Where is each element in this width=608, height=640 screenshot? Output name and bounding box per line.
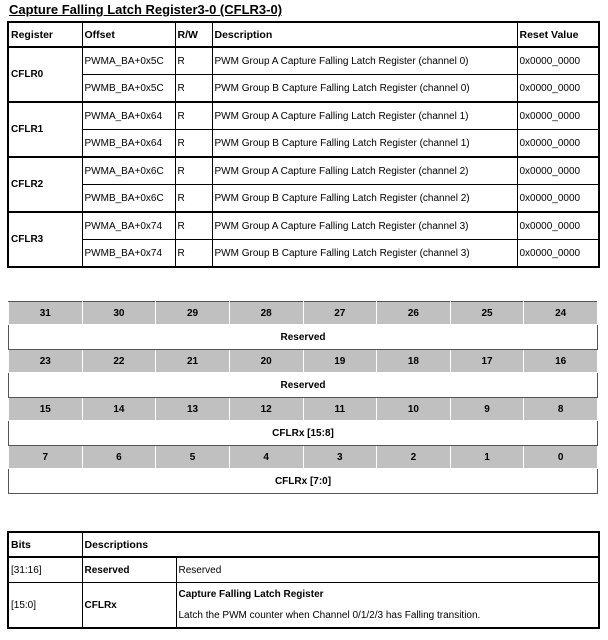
header-description: Description — [212, 22, 517, 47]
description-cell: PWM Group A Capture Falling Latch Register (channel 2) — [212, 157, 517, 185]
bit-number: 21 — [156, 350, 230, 373]
bit-number: 9 — [450, 398, 524, 421]
bit-number: 23 — [9, 350, 83, 373]
register-table-header — [8, 22, 599, 47]
offset-cell: PWMA_BA+0x64 — [82, 102, 175, 130]
register-table — [7, 21, 600, 268]
bit-number: 11 — [303, 398, 377, 421]
bit-number: 3 — [303, 446, 377, 469]
bit-field-row — [9, 469, 598, 494]
bit-field-row — [9, 325, 598, 350]
header-reset-value: Reset Value — [517, 22, 599, 47]
table-row — [8, 75, 599, 103]
header-bits: Bits — [8, 532, 82, 557]
bit-number: 27 — [303, 302, 377, 325]
rw-cell: R — [175, 240, 212, 268]
bits-description-table — [7, 531, 600, 629]
bit-number-row — [9, 446, 598, 469]
bit-field-row — [9, 421, 598, 446]
bit-field: CFLRx [15:8] — [9, 421, 598, 446]
reset-cell: 0x0000_0000 — [517, 130, 599, 158]
bit-number: 25 — [450, 302, 524, 325]
bit-number: 0 — [524, 446, 598, 469]
reset-cell: 0x0000_0000 — [517, 212, 599, 240]
header-register: Register — [8, 22, 82, 47]
reset-cell: 0x0000_0000 — [517, 240, 599, 268]
bit-field: CFLRx [7:0] — [9, 469, 598, 494]
reset-cell: 0x0000_0000 — [517, 157, 599, 185]
description-cell: PWM Group A Capture Falling Latch Register (channel 3) — [212, 212, 517, 240]
bit-number: 6 — [82, 446, 156, 469]
rw-cell: R — [175, 212, 212, 240]
bit-number: 12 — [229, 398, 303, 421]
offset-cell: PWMB_BA+0x6C — [82, 185, 175, 213]
header-offset: Offset — [82, 22, 175, 47]
bit-number: 15 — [9, 398, 83, 421]
reset-cell: 0x0000_0000 — [517, 47, 599, 75]
offset-cell: PWMA_BA+0x6C — [82, 157, 175, 185]
table-row — [8, 102, 599, 130]
bit-number: 22 — [82, 350, 156, 373]
bit-number: 19 — [303, 350, 377, 373]
description-cell: PWM Group B Capture Falling Latch Register (channel 2) — [212, 185, 517, 213]
table-row — [8, 47, 599, 75]
description-table-header — [8, 532, 599, 557]
bit-number: 31 — [9, 302, 83, 325]
description-cell: PWM Group A Capture Falling Latch Register (channel 0) — [212, 47, 517, 75]
page-title: Capture Falling Latch Register3-0 (CFLR3-0) — [9, 2, 283, 17]
register-name: CFLR3 — [8, 212, 82, 267]
bit-number: 10 — [377, 398, 451, 421]
bit-field-row — [9, 373, 598, 398]
bit-number: 29 — [156, 302, 230, 325]
bit-field: Reserved — [9, 325, 598, 350]
rw-cell: R — [175, 185, 212, 213]
register-name: CFLR2 — [8, 157, 82, 212]
field-description: Latch the PWM counter when Channel 0/1/2/3 has Falling transition. — [178, 610, 481, 621]
bit-number: 8 — [524, 398, 598, 421]
bit-number: 17 — [450, 350, 524, 373]
description-cell: PWM Group B Capture Falling Latch Register (channel 0) — [212, 75, 517, 103]
bit-number: 20 — [229, 350, 303, 373]
reset-cell: 0x0000_0000 — [517, 75, 599, 103]
offset-cell: PWMB_BA+0x74 — [82, 240, 175, 268]
offset-cell: PWMB_BA+0x64 — [82, 130, 175, 158]
table-row — [8, 185, 599, 213]
table-row — [8, 157, 599, 185]
offset-cell: PWMA_BA+0x74 — [82, 212, 175, 240]
bit-map-table — [8, 301, 598, 494]
rw-cell: R — [175, 102, 212, 130]
bit-number: 1 — [450, 446, 524, 469]
bit-number: 13 — [156, 398, 230, 421]
bit-number: 24 — [524, 302, 598, 325]
bit-number-row — [9, 350, 598, 373]
bit-number: 28 — [229, 302, 303, 325]
bit-field: Reserved — [9, 373, 598, 398]
field-description: Reserved — [176, 557, 599, 583]
bit-number: 14 — [82, 398, 156, 421]
description-cell: PWM Group A Capture Falling Latch Register (channel 1) — [212, 102, 517, 130]
field-name: Reserved — [82, 557, 176, 583]
field-name: CFLRx — [82, 583, 176, 629]
offset-cell: PWMB_BA+0x5C — [82, 75, 175, 103]
description-cell: PWM Group B Capture Falling Latch Register (channel 1) — [212, 130, 517, 158]
bit-number: 30 — [82, 302, 156, 325]
field-description-title: Capture Falling Latch Register — [178, 589, 324, 600]
bit-number: 2 — [377, 446, 451, 469]
rw-cell: R — [175, 130, 212, 158]
register-name: CFLR1 — [8, 102, 82, 157]
table-row — [8, 212, 599, 240]
table-row — [8, 557, 599, 583]
bit-number: 16 — [524, 350, 598, 373]
table-row — [8, 130, 599, 158]
bit-number: 26 — [377, 302, 451, 325]
bit-number-row — [9, 302, 598, 325]
description-cell: PWM Group B Capture Falling Latch Register (channel 3) — [212, 240, 517, 268]
table-row — [8, 240, 599, 268]
field-description-cell — [176, 583, 599, 629]
offset-cell: PWMA_BA+0x5C — [82, 47, 175, 75]
bit-number: 7 — [9, 446, 83, 469]
reset-cell: 0x0000_0000 — [517, 185, 599, 213]
bit-number: 18 — [377, 350, 451, 373]
rw-cell: R — [175, 47, 212, 75]
header-rw: R/W — [175, 22, 212, 47]
bit-number-row — [9, 398, 598, 421]
table-row — [8, 583, 599, 629]
bit-number: 5 — [156, 446, 230, 469]
header-descriptions: Descriptions — [82, 532, 599, 557]
rw-cell: R — [175, 75, 212, 103]
bits-range: [15:0] — [8, 583, 82, 629]
rw-cell: R — [175, 157, 212, 185]
bit-number: 4 — [229, 446, 303, 469]
register-name: CFLR0 — [8, 47, 82, 102]
bits-range: [31:16] — [8, 557, 82, 583]
reset-cell: 0x0000_0000 — [517, 102, 599, 130]
